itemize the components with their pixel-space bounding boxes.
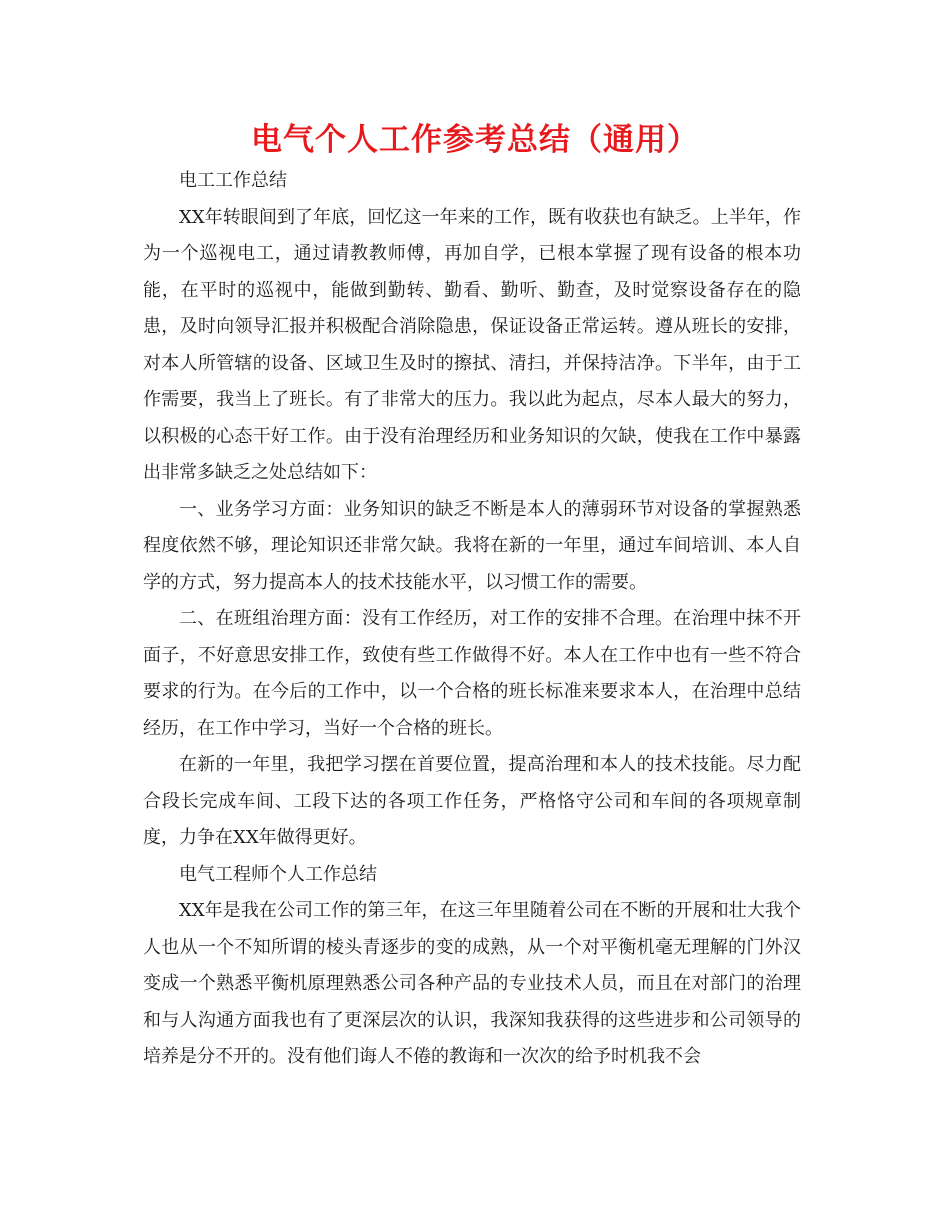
paragraph-engineer-intro: XX年是我在公司工作的第三年，在这三年里随着公司在不断的开展和壮大我个人也从一个不知所谓的棱头青逐步的变的成熟，从一个对平衡机毫无理解的门外汉变成一个熟悉平衡机原理熟悉公司各种产品的专业技术人员，而且在对部门的治理和与人沟通方面我也有了更深层次的认识，我深知我获得的这些进步和公司领导的培养是分不开的。没有他们诲人不倦的教诲和一次次的给予时机我不会 [143,900,801,1067]
section-heading-electrician: 电工工作总结 [179,170,287,191]
paragraph-electrician-intro: XX年转眼间到了年底，回忆这一年来的工作，既有收获也有缺乏。上半年，作为一个巡视电工，通过请教教师傅，再加自学，已根本掌握了现有设备的根本功能，在平时的巡视中，能做到勤转、勤看、勤听、勤查，及时觉察设备存在的隐患，及时向领导汇报并积极配合消除隐患，保证设备正常运转。遵从班长的安排，对本人所管辖的设备、区域卫生及时的擦拭、清扫，并保持洁净。下半年，由于工作需要，我当上了班长。有了非常大的压力。我以此为起点，尽本人最大的努力，以积极的心态干好工作。由于没有治理经历和业务知识的欠缺，使我在工作中暴露出非常多缺乏之处总结如下： [143,206,801,483]
document-title: 电气个人工作参考总结（通用） [251,122,699,158]
section-heading-engineer: 电气工程师个人工作总结 [179,863,377,885]
paragraph-business-study: 一、业务学习方面：业务知识的缺乏不断是本人的薄弱环节对设备的掌握熟悉程度依然不够，理论知识还非常欠缺。我将在新的一年里，通过车间培训、本人自学的方式，努力提高本人的技术技能水平，以习惯工作的需要。 [143,498,801,593]
document-body [143,163,801,1076]
paragraph-team-management: 二、在班组治理方面：没有工作经历，对工作的安排不合理。在治理中抹不开面子，不好意思安排工作，致使有些工作做得不好。本人在工作中也有一些不符合要求的行为。在今后的工作中，以一个合格的班长标准来要求本人，在治理中总结经历，在工作中学习，当好一个合格的班长。 [143,608,801,739]
paragraph-new-year-plan: 在新的一年里，我把学习摆在首要位置，提高治理和本人的技术技能。尽力配合段长完成车间、工段下达的各项工作任务，严格恪守公司和车间的各项规章制度，力争在XX年做得更好。 [143,754,801,848]
